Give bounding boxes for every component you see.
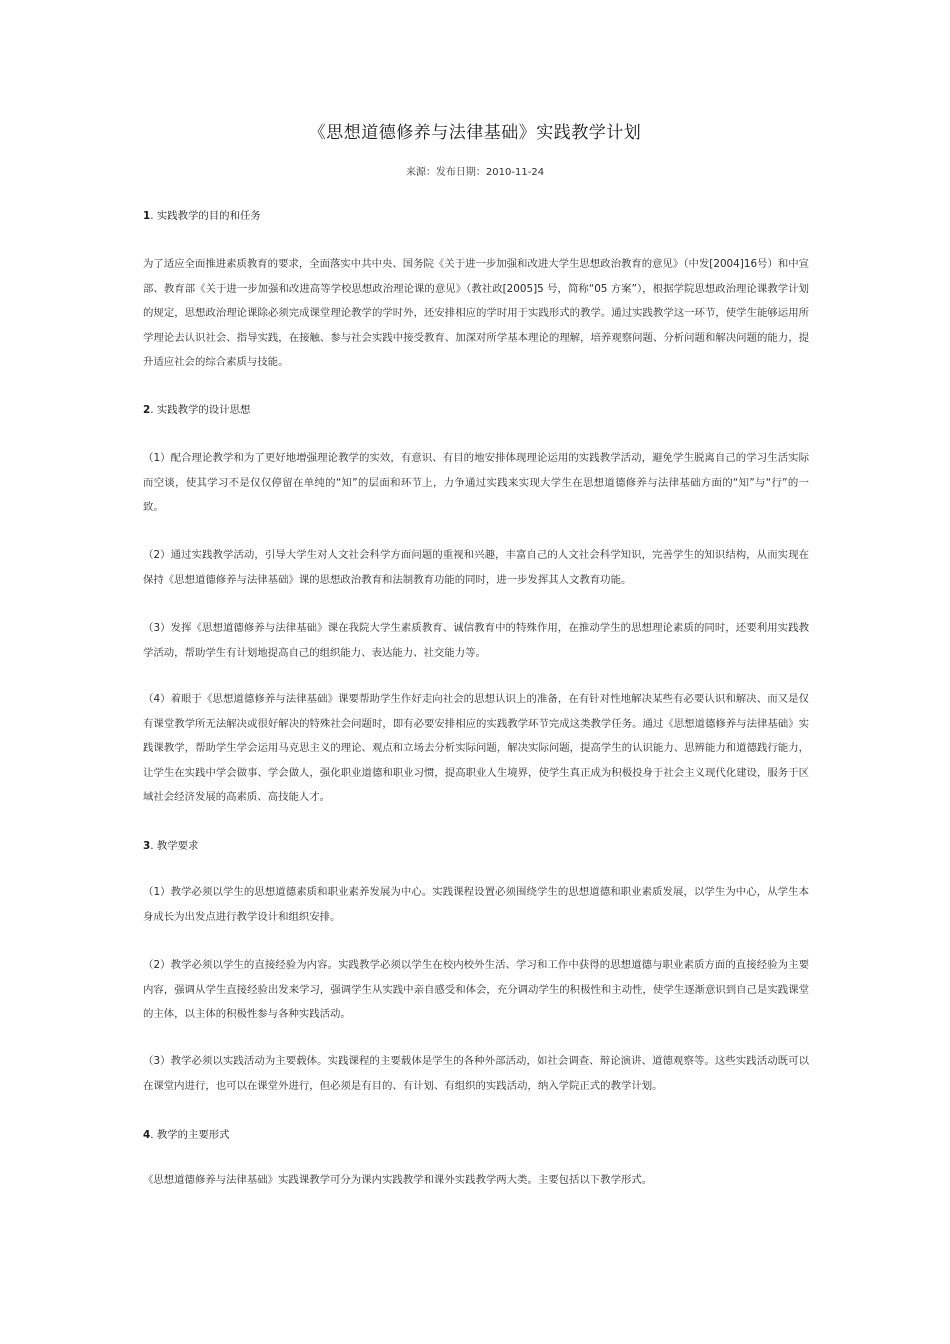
paragraph: （1）教学必须以学生的思想道德素质和职业素养发展为中心。实践课程设置必须围绕学生的思想道德和职业素质发展，以学生为中心，从学生本身成长为出发点进行教学设计和组织安排。 <box>143 886 809 923</box>
section-heading-text: . 实践教学的设计思想 <box>150 404 251 416</box>
paragraph: （2）教学必须以学生的直接经验为内容。实践教学必须以学生在校内校外生活、学习和工作中获得的思想道德与职业素质方面的直接经验为主要内容，强调从学生直接经验出发来学习，强调学生从实践中亲自感受和体会，充分调动学生的积极性和主动性，使学生逐渐意识到自己是实践课堂的主体，以主体的积极性参与各种实践活动。 <box>143 959 809 1020</box>
section-number: 2 <box>143 404 151 416</box>
section-heading-text: . 实践教学的目的和任务 <box>150 210 261 222</box>
paragraph: （2）通过实践教学活动，引导大学生对人文社会科学方面问题的重视和兴趣，丰富自己的人文社会科学知识，完善学生的知识结构，从而实现在保持《思想道德修养与法律基础》课的思想政治教育和法制教育功能的同时，进一步发挥其人文教育功能。 <box>143 549 809 586</box>
paragraph: （3）发挥《思想道德修养与法律基础》课在我院大学生素质教育、诚信教育中的特殊作用，在推动学生的思想理论素质的同时，还要利用实践教学活动，帮助学生有计划地提高自己的组织能力、表达能力、社交能力等。 <box>143 622 809 659</box>
paragraph: 《思想道德修养与法律基础》实践课教学可分为课内实践教学和课外实践教学两大类。主要包括以下教学形式。 <box>143 1174 653 1186</box>
paragraph: （1）配合理论教学和为了更好地增强理论教学的实效，有意识、有目的地安排体现理论运用的实践教学活动，避免学生脱离自己的学习生活实际而空谈，使其学习不是仅仅停留在单纯的“知”的层面和环节上，力争通过实践来实现大学生在思想道德修养与法律基础方面的“知”与“行”的一致。 <box>143 452 809 513</box>
section-heading-text: . 教学的主要形式 <box>150 1129 230 1141</box>
document-title: 《思想道德修养与法律基础》实践教学计划 <box>308 123 642 143</box>
section-heading-3 <box>143 839 809 853</box>
section-heading-4 <box>143 1128 809 1142</box>
section-number: 3 <box>143 840 151 852</box>
section-number: 4 <box>143 1129 151 1141</box>
section-heading-2 <box>143 403 809 417</box>
section-heading-text: . 教学要求 <box>150 840 199 852</box>
section-number: 1 <box>143 210 151 222</box>
paragraph: （4）着眼于《思想道德修养与法律基础》课要帮助学生作好走向社会的思想认识上的准备，在有针对性地解决某些有必要认识和解决、而又是仅有课堂教学所无法解决或很好解决的特殊社会问题时，即有必要安排相应的实践教学环节完成这类教学任务。通过《思想道德修养与法律基础》实践课教学，帮助学生学会运用马克思主义的理论、观点和立场去分析实际问题，解决实际问题，提高学生的认识能力、思辨能力和道德践行能力，让学生在实践中学会做事、学会做人，强化职业道德和职业习惯，提高职业人生境界，使学生真正成为积极投身于社会主义现代化建设，服务于区域社会经济发展的高素质、高技能人才。 <box>143 693 809 803</box>
publish-info: 来源：发布日期：2010-11-24 <box>405 167 545 178</box>
paragraph: 为了适应全面推进素质教育的要求，全面落实中共中央、国务院《关于进一步加强和改进大学生思想政治教育的意见》（中发[2004]16号）和中宣部、教育部《关于进一步加强和改进高等学校思想政治理论课的意见》（教社政[2005]5 号，简称“05 方案”），根据学院思想政治理论课教学计划的规定，思想政治理论课除必须完成课堂理论教学的学时外，还安排相应的学时用于实践形式的教学。通过实践教学这一环节，使学生能够运用所学理论去认识社会、指导实践，在接触、参与社会实践中接受教育、加深对所学基本理论的理解，培养观察问题、分析问题和解决问题的能力，提升适应社会的综合素质与技能。 <box>143 258 810 368</box>
paragraph: （3）教学必须以实践活动为主要载体。实践课程的主要载体是学生的各种外部活动，如社会调查、辩论演讲、道德观察等。这些实践活动既可以在课堂内进行，也可以在课堂外进行，但必须是有目的、有计划、有组织的实践活动，纳入学院正式的教学计划。 <box>143 1055 809 1092</box>
section-heading-1 <box>143 209 809 223</box>
